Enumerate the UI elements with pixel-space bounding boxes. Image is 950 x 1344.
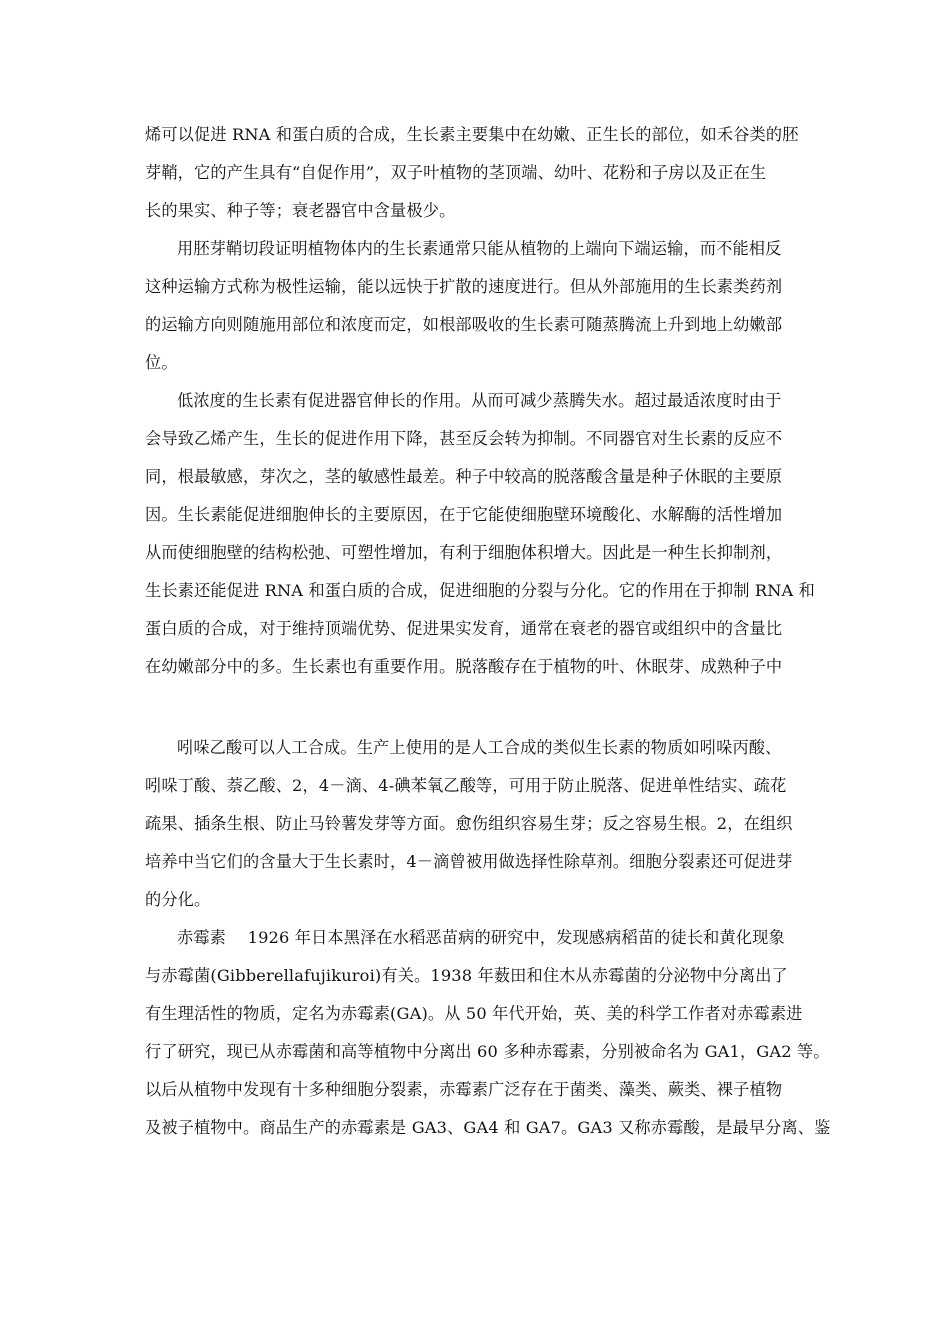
text-line: 从而使细胞壁的结构松弛、可塑性增加，有利于细胞体积增大。因此是一种生长抑制剂， <box>145 543 783 562</box>
text-line: 生长素还能促进 RNA 和蛋白质的合成，促进细胞的分裂与分化。它的作用在于抑制 RNA 和 <box>145 581 815 600</box>
text-line: 会导致乙烯产生，生长的促进作用下降，甚至反会转为抑制。不同器官对生长素的反应不 <box>145 429 783 448</box>
text-line: 吲哚乙酸可以人工合成。生产上使用的是人工合成的类似生长素的物质如吲哚丙酸、 <box>177 738 782 757</box>
text-line: 用胚芽鞘切段证明植物体内的生长素通常只能从植物的上端向下端运输，而不能相反 <box>177 239 782 258</box>
text-line: 同，根最敏感，芽次之，茎的敏感性最差。种子中较高的脱落酸含量是种子休眠的主要原 <box>145 467 783 486</box>
text-line: 低浓度的生长素有促进器官伸长的作用。从而可减少蒸腾失水。超过最适浓度时由于 <box>177 391 782 410</box>
text-line: 在幼嫩部分中的多。生长素也有重要作用。脱落酸存在于植物的叶、休眠芽、成熟种子中 <box>145 657 783 676</box>
text-line: 行了研究，现已从赤霉菌和高等植物中分离出 60 多种赤霉素，分别被命名为 GA1，GA2 等。 <box>145 1042 830 1061</box>
text-line: 有生理活性的物质，定名为赤霉素(GA)。从 50 年代开始，英、美的科学工作者对赤霉素进 <box>145 1004 803 1023</box>
text-line: 疏果、插条生根、防止马铃薯发芽等方面。愈伤组织容易生芽；反之容易生根。2，在组织 <box>145 814 793 833</box>
text-line: 的分化。 <box>145 890 211 909</box>
text-line: 与赤霉菌(Gibberellafujikuroi)有关。1938 年薮田和住木从赤霉菌的分泌物中分离出了 <box>145 966 788 985</box>
text-line: 吲哚丁酸、萘乙酸、2，4－滴、4-碘苯氧乙酸等，可用于防止脱落、促进单性结实、疏花 <box>145 776 787 795</box>
text-line: 芽鞘，它的产生具有“自促作用”，双子叶植物的茎顶端、幼叶、花粉和子房以及正在生 <box>145 163 767 182</box>
text-line: 烯可以促进 RNA 和蛋白质的合成，生长素主要集中在幼嫩、正生长的部位，如禾谷类的胚 <box>145 125 799 144</box>
text-line: 培养中当它们的含量大于生长素时，4－滴曾被用做选择性除草剂。细胞分裂素还可促进芽 <box>145 852 793 871</box>
text-line: 的运输方向则随施用部位和浓度而定，如根部吸收的生长素可随蒸腾流上升到地上幼嫩部 <box>145 315 783 334</box>
text-line: 因。生长素能促进细胞伸长的主要原因，在于它能使细胞壁环境酸化、水解酶的活性增加 <box>145 505 783 524</box>
text-line: 蛋白质的合成，对于维持顶端优势、促进果实发育，通常在衰老的器官或组织中的含量比 <box>145 619 783 638</box>
text-line: 长的果实、种子等；衰老器官中含量极少。 <box>145 201 456 220</box>
text-line: 赤霉素 1926 年日本黑泽在水稻恶苗病的研究中，发现感病稻苗的徒长和黄化现象 <box>177 928 785 947</box>
text-line: 这种运输方式称为极性运输，能以远快于扩散的速度进行。但从外部施用的生长素类药剂 <box>145 277 783 296</box>
text-line: 以后从植物中发现有十多种细胞分裂素，赤霉素广泛存在于菌类、藻类、蕨类、裸子植物 <box>145 1080 783 1099</box>
text-line: 及被子植物中。商品生产的赤霉素是 GA3、GA4 和 GA7。GA3 又称赤霉酸，是最早分离、鉴 <box>145 1118 831 1137</box>
text-line: 位。 <box>145 353 178 372</box>
